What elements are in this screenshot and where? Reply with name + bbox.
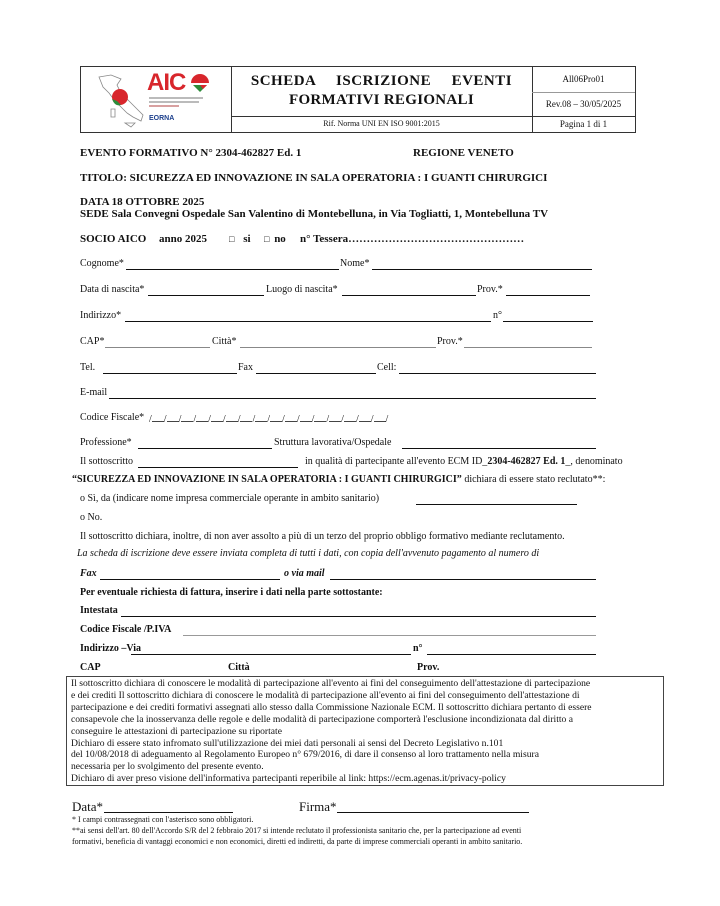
cell-field[interactable] (399, 373, 596, 374)
tax-code-separator: / (267, 414, 271, 425)
signature-field[interactable] (337, 812, 529, 813)
invoice-address-field[interactable] (131, 654, 411, 655)
address-field[interactable] (125, 321, 491, 322)
tax-code-separator: / (237, 414, 241, 425)
non-fulfilled-statement: Il sottoscritto dichiara, inoltre, di non aver assolto a più di un terzo del proprio obbligo formativo mediante reclutamento. (80, 531, 565, 542)
page-number: Pagina 1 di 1 (559, 119, 608, 129)
iso-reference: Rif. Norma UNI EN ISO 9001:2015 (231, 116, 533, 132)
tax-code-char-box[interactable] (255, 412, 267, 422)
tax-code-boxes[interactable] (149, 412, 388, 425)
tax-code-char-box[interactable] (344, 412, 356, 422)
required-fields-note: * I campi contrassegnati con l'asterisco sono obbligatori. (72, 815, 254, 824)
undersigned-label: Il sottoscritto (80, 456, 134, 467)
member-yes-label: si (243, 233, 251, 245)
tax-code-separator: / (163, 414, 167, 425)
declaration-line: del 10/08/2018 di adeguamento al Regolamento Europeo n° 679/2016, di dare il consenso al loro trattamento nella misura (71, 749, 539, 761)
declaration-line: conseguire le attestazioni di partecipazione su riportate (71, 725, 282, 737)
recruitment-statement (72, 474, 605, 485)
invoice-number-label: n° (413, 643, 423, 654)
tax-code-char-box[interactable] (329, 412, 341, 422)
address-label: Indirizzo* (80, 310, 122, 321)
tax-code-separator: / (282, 414, 285, 425)
invoice-city-label: Città (228, 662, 250, 673)
recruitment-note-line-2: formativi, beneficia di vantaggi economici e non economici, diretti ed indiretti, da parte di imprese commerciali operanti in ambito sanitario. (72, 837, 523, 846)
declaration-line: e dei crediti Il sottoscritto dichiara di conoscere le modalità di partecipazione all'evento ai fini del conseguimento dell'attestazione di (71, 689, 580, 701)
birthplace-field[interactable] (342, 295, 476, 296)
ecm-id: 2304-462827 Ed. 1 (487, 456, 566, 467)
tax-code-char-box[interactable] (314, 412, 326, 422)
tax-code-char-box[interactable] (359, 412, 371, 422)
tax-code-char-box[interactable] (240, 412, 252, 422)
surname-label: Cognome* (80, 258, 124, 269)
tax-code-separator: / (385, 414, 389, 425)
ecm-quality-text: in qualità di partecipante all'evento ECM ID_ (305, 456, 488, 467)
birthdate-field[interactable] (148, 295, 264, 296)
member-no-label: no (274, 233, 286, 245)
aico-logo (81, 67, 232, 132)
date-label: Data* (72, 799, 104, 814)
fax-field[interactable] (256, 373, 376, 374)
tax-code-separator: / (370, 414, 374, 425)
tax-code-separator: / (296, 414, 300, 425)
event-date: DATA 18 OTTOBRE 2025 (80, 196, 205, 208)
event-quote: “SICUREZZA ED INNOVAZIONE IN SALA OPERATORIA : I GUANTI CHIRURGICI” (72, 474, 462, 485)
name-field[interactable] (372, 269, 592, 270)
title-line-2: FORMATIVI REGIONALI (288, 92, 475, 108)
ecm-trail: _, denominato (565, 456, 623, 467)
send-mail-label: o via mail (284, 568, 325, 579)
tax-code-char-box[interactable] (300, 412, 312, 422)
event-number: EVENTO FORMATIVO N° 2304-462827 Ed. 1 (80, 147, 302, 159)
recruited-yes-option[interactable]: o Sì, da (indicare nome impresa commerciale operante in ambito sanitario) (80, 493, 380, 504)
event-region: REGIONE VENETO (413, 147, 514, 159)
birth-province-field[interactable] (506, 295, 590, 296)
company-name-field[interactable] (416, 504, 577, 505)
house-number-field[interactable] (503, 321, 593, 322)
checkbox-icon: □ (264, 234, 270, 244)
workplace-label: Struttura lavorativa/Ospedale (274, 437, 392, 448)
tax-code-separator: / (178, 414, 182, 425)
birthdate-label: Data di nascita* (80, 284, 145, 295)
recruitment-note-line-1: **ai sensi dell'art. 80 dell'Accordo S/R del 2 febbraio 2017 si intende reclutato il professionista sanitario che, per la partecipazione ad eventi (72, 826, 522, 835)
declaration-line: partecipazione e dei crediti formativi assegnati allo stesso dalla Commissione Nazionale ECM. Il sottoscritto dichiara pertanto di essere (71, 701, 592, 713)
document-revision: Rev.08 – 30/05/2025 (532, 92, 635, 117)
house-number-label: n° (493, 310, 502, 321)
invoice-holder-field[interactable] (121, 616, 596, 617)
city-label: Città* (212, 336, 237, 347)
surname-field[interactable] (126, 269, 339, 270)
member-yes-checkbox[interactable] (229, 233, 251, 245)
profession-label: Professione* (80, 437, 132, 448)
membership-year: anno 2025 (159, 233, 207, 245)
document-code: All06Pro01 (532, 67, 635, 93)
form-title (231, 67, 533, 117)
tax-code-separator: / (341, 414, 344, 425)
tax-code-char-box[interactable] (167, 412, 179, 422)
name-label: Nome* (340, 258, 370, 269)
province-label: Prov.* (437, 336, 463, 347)
email-label: E-mail (80, 387, 108, 398)
invoice-intro: Per eventuale richiesta di fattura, inserire i dati nella parte sottostante: (80, 587, 383, 598)
membership-label: SOCIO AICO (80, 233, 147, 245)
birthplace-label: Luogo di nascita* (266, 284, 338, 295)
birth-province-label: Prov.* (477, 284, 503, 295)
submission-instructions: La scheda di iscrizione deve essere inviata completa di tutti i dati, con copia dell'avvenuto pagamento al numero di (77, 548, 540, 559)
tax-code-separator: / (252, 414, 256, 425)
invoice-address-label: Indirizzo –Via (80, 643, 142, 654)
tax-code-char-box[interactable] (181, 412, 193, 422)
checkbox-icon: □ (229, 234, 235, 244)
send-fax-field[interactable] (100, 579, 280, 580)
declaration-line: Dichiaro di aver preso visione dell'informativa partecipanti reperibile al link: https://ecm.agenas.it/privacy-policy (71, 773, 506, 785)
member-no-checkbox[interactable] (264, 233, 286, 245)
invoice-holder-label: Intestata (80, 605, 118, 616)
event-title: TITOLO: SICUREZZA ED INNOVAZIONE IN SALA OPERATORIA : I GUANTI CHIRURGICI (80, 172, 548, 184)
logo-o-mark-icon (189, 73, 211, 95)
tax-code-char-box[interactable] (226, 412, 238, 422)
invoice-zip-label: CAP (80, 662, 101, 673)
tax-code-char-box[interactable] (374, 412, 386, 422)
tax-code-separator: / (355, 414, 359, 425)
workplace-field[interactable] (402, 448, 596, 449)
invoice-province-label: Prov. (417, 662, 440, 673)
tax-code-char-box[interactable] (270, 412, 282, 422)
email-field[interactable] (109, 398, 596, 399)
declaration-box (66, 676, 664, 786)
send-mail-field[interactable] (330, 579, 596, 580)
undersigned-name-field[interactable] (138, 467, 298, 468)
tax-code-separator: / (149, 414, 152, 425)
declaration-line: Il sottoscritto dichiara di conoscere le modalità di partecipazione all'evento ai fini del conseguimento dell'attestazione di partecipazione (71, 678, 591, 689)
tax-code-char-box[interactable] (285, 412, 297, 422)
phone-field[interactable] (103, 373, 237, 374)
declaration-line: Dichiaro di essere stato infromato sull'utilizzazione dei miei dati personali ai sensi del Decreto Legislativo n.101 (71, 737, 504, 749)
profession-field[interactable] (138, 448, 272, 449)
send-fax-label: Fax (80, 568, 97, 579)
recruited-declaration: dichiara di essere stato reclutato**: (461, 474, 606, 485)
signature-label: Firma* (299, 799, 337, 814)
declaration-line: necessaria per lo svolgimento del presente evento. (71, 761, 264, 773)
date-field[interactable] (104, 812, 233, 813)
recruited-no-option[interactable]: o No. (80, 512, 103, 523)
tax-code-char-box[interactable] (152, 412, 164, 422)
tax-code-char-box[interactable] (211, 412, 223, 422)
invoice-vat-label: Codice Fiscale /P.IVA (80, 624, 172, 635)
logo-subtitle (149, 97, 209, 109)
invoice-vat-field[interactable] (183, 635, 596, 636)
ecm-participation-text (305, 456, 623, 467)
tax-code-separator: / (208, 414, 211, 425)
phone-label: Tel. (80, 362, 96, 373)
event-venue: SEDE Sala Convegni Ospedale San Valentino di Montebelluna, in Via Togliatti, 1, Montebelluna TV (80, 208, 549, 220)
eorna-logo: EORNA (149, 115, 175, 122)
tax-code-separator: / (326, 414, 330, 425)
fax-label: Fax (238, 362, 253, 373)
cell-label: Cell: (377, 362, 397, 373)
logo-brand-text: AIC (147, 69, 186, 96)
tax-code-separator: / (311, 414, 315, 425)
tax-code-separator: / (193, 414, 197, 425)
zip-label: CAP* (80, 336, 105, 347)
declaration-line: consapevole che la inosservanza delle regole e delle modalità di partecipazione comporterà l'esclusione incondizionata dal diritto a (71, 713, 573, 725)
title-line-1: SCHEDA ISCRIZIONE EVENTI (250, 73, 513, 89)
card-number-field[interactable]: n° Tessera………………………………………… (300, 233, 525, 245)
document-header (80, 66, 636, 133)
tax-code-separator: / (222, 414, 226, 425)
city-field[interactable] (240, 347, 436, 348)
province-field[interactable] (464, 347, 592, 348)
tax-code-label: Codice Fiscale* (80, 412, 145, 423)
invoice-number-field[interactable] (427, 654, 596, 655)
zip-field[interactable] (105, 347, 210, 348)
tax-code-char-box[interactable] (196, 412, 208, 422)
